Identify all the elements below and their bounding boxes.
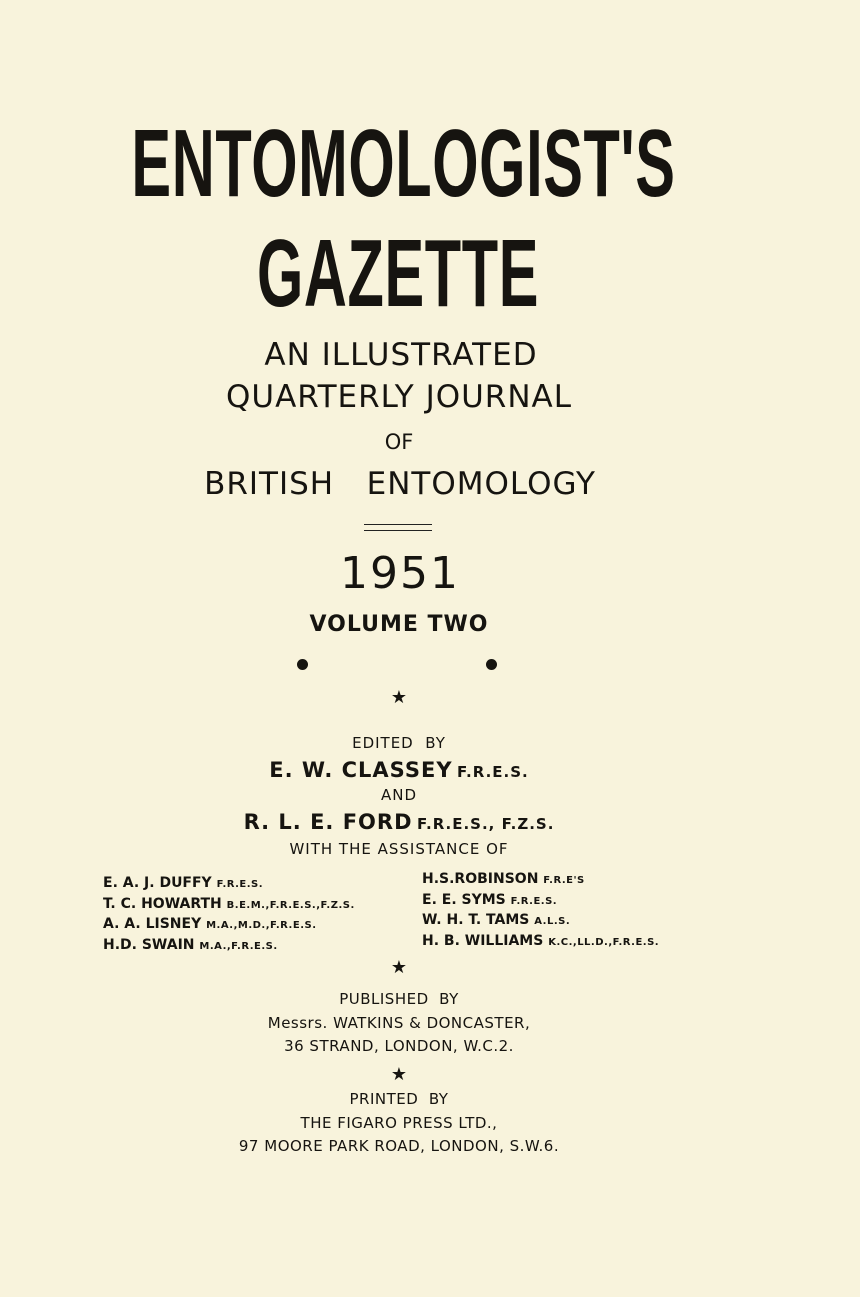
star-ornament: ★ — [390, 1064, 408, 1084]
assistance-label: WITH THE ASSISTANCE OF — [289, 840, 509, 858]
assistants-right-column — [422, 870, 659, 952]
assistant-row: H.D. SWAIN M.A.,F.R.E.S. — [103, 936, 278, 953]
edited-by-label: EDITED BY — [352, 734, 446, 752]
assistants-left-column — [103, 874, 355, 956]
double-rule-divider — [364, 524, 432, 531]
editor-2-name: R. L. E. FORD — [243, 810, 413, 834]
star-ornament: ★ — [390, 957, 408, 977]
printer-address: 97 MOORE PARK ROAD, LONDON, S.W.6. — [238, 1137, 560, 1155]
subtitle-line4: BRITISH ENTOMOLOGY — [204, 466, 596, 502]
subtitle-line2: QUARTERLY JOURNAL — [225, 379, 573, 415]
assistant-row: W. H. T. TAMS A.L.S. — [422, 912, 571, 928]
editor-1 — [0, 758, 829, 782]
subtitle-of: OF — [384, 430, 414, 454]
assistant-row: H. B. WILLIAMS K.C.,LL.D.,F.R.E.S. — [422, 932, 660, 949]
publisher-address: 36 STRAND, LONDON, W.C.2. — [284, 1037, 514, 1055]
journal-title-line2: GAZETTE — [256, 220, 540, 327]
editor-1-name: E. W. CLASSEY — [269, 758, 453, 782]
bullet-dot-right — [486, 659, 497, 670]
assistant-row: T. C. HOWARTH B.E.M.,F.R.E.S.,F.Z.S. — [103, 895, 355, 912]
volume: VOLUME TWO — [309, 612, 489, 637]
publisher-name: Messrs. WATKINS & DONCASTER, — [267, 1014, 531, 1032]
assistant-row: E. E. SYMS F.R.E.S. — [422, 891, 558, 908]
subtitle-line1: AN ILLUSTRATED — [264, 337, 538, 373]
assistant-row: H.S.ROBINSON F.R.E'S — [422, 871, 585, 887]
editor-2-quals: F.R.E.S., F.Z.S. — [416, 815, 555, 833]
assistant-row: E. A. J. DUFFY F.R.E.S. — [103, 875, 264, 891]
editor-1-quals: F.R.E.S. — [457, 763, 529, 781]
published-by-label: PUBLISHED BY — [339, 990, 459, 1008]
editor-2 — [0, 810, 829, 834]
bullet-dot-left — [297, 659, 308, 670]
year: 1951 — [340, 548, 460, 599]
and-label: AND — [380, 786, 418, 804]
printer-name: THE FIGARO PRESS LTD., — [300, 1114, 498, 1132]
printed-by-label: PRINTED BY — [349, 1090, 449, 1108]
journal-title-line1: ENTOMOLOGIST'S — [131, 110, 676, 217]
star-ornament: ★ — [390, 687, 408, 707]
assistant-row: A. A. LISNEY M.A.,M.D.,F.R.E.S. — [103, 916, 317, 932]
